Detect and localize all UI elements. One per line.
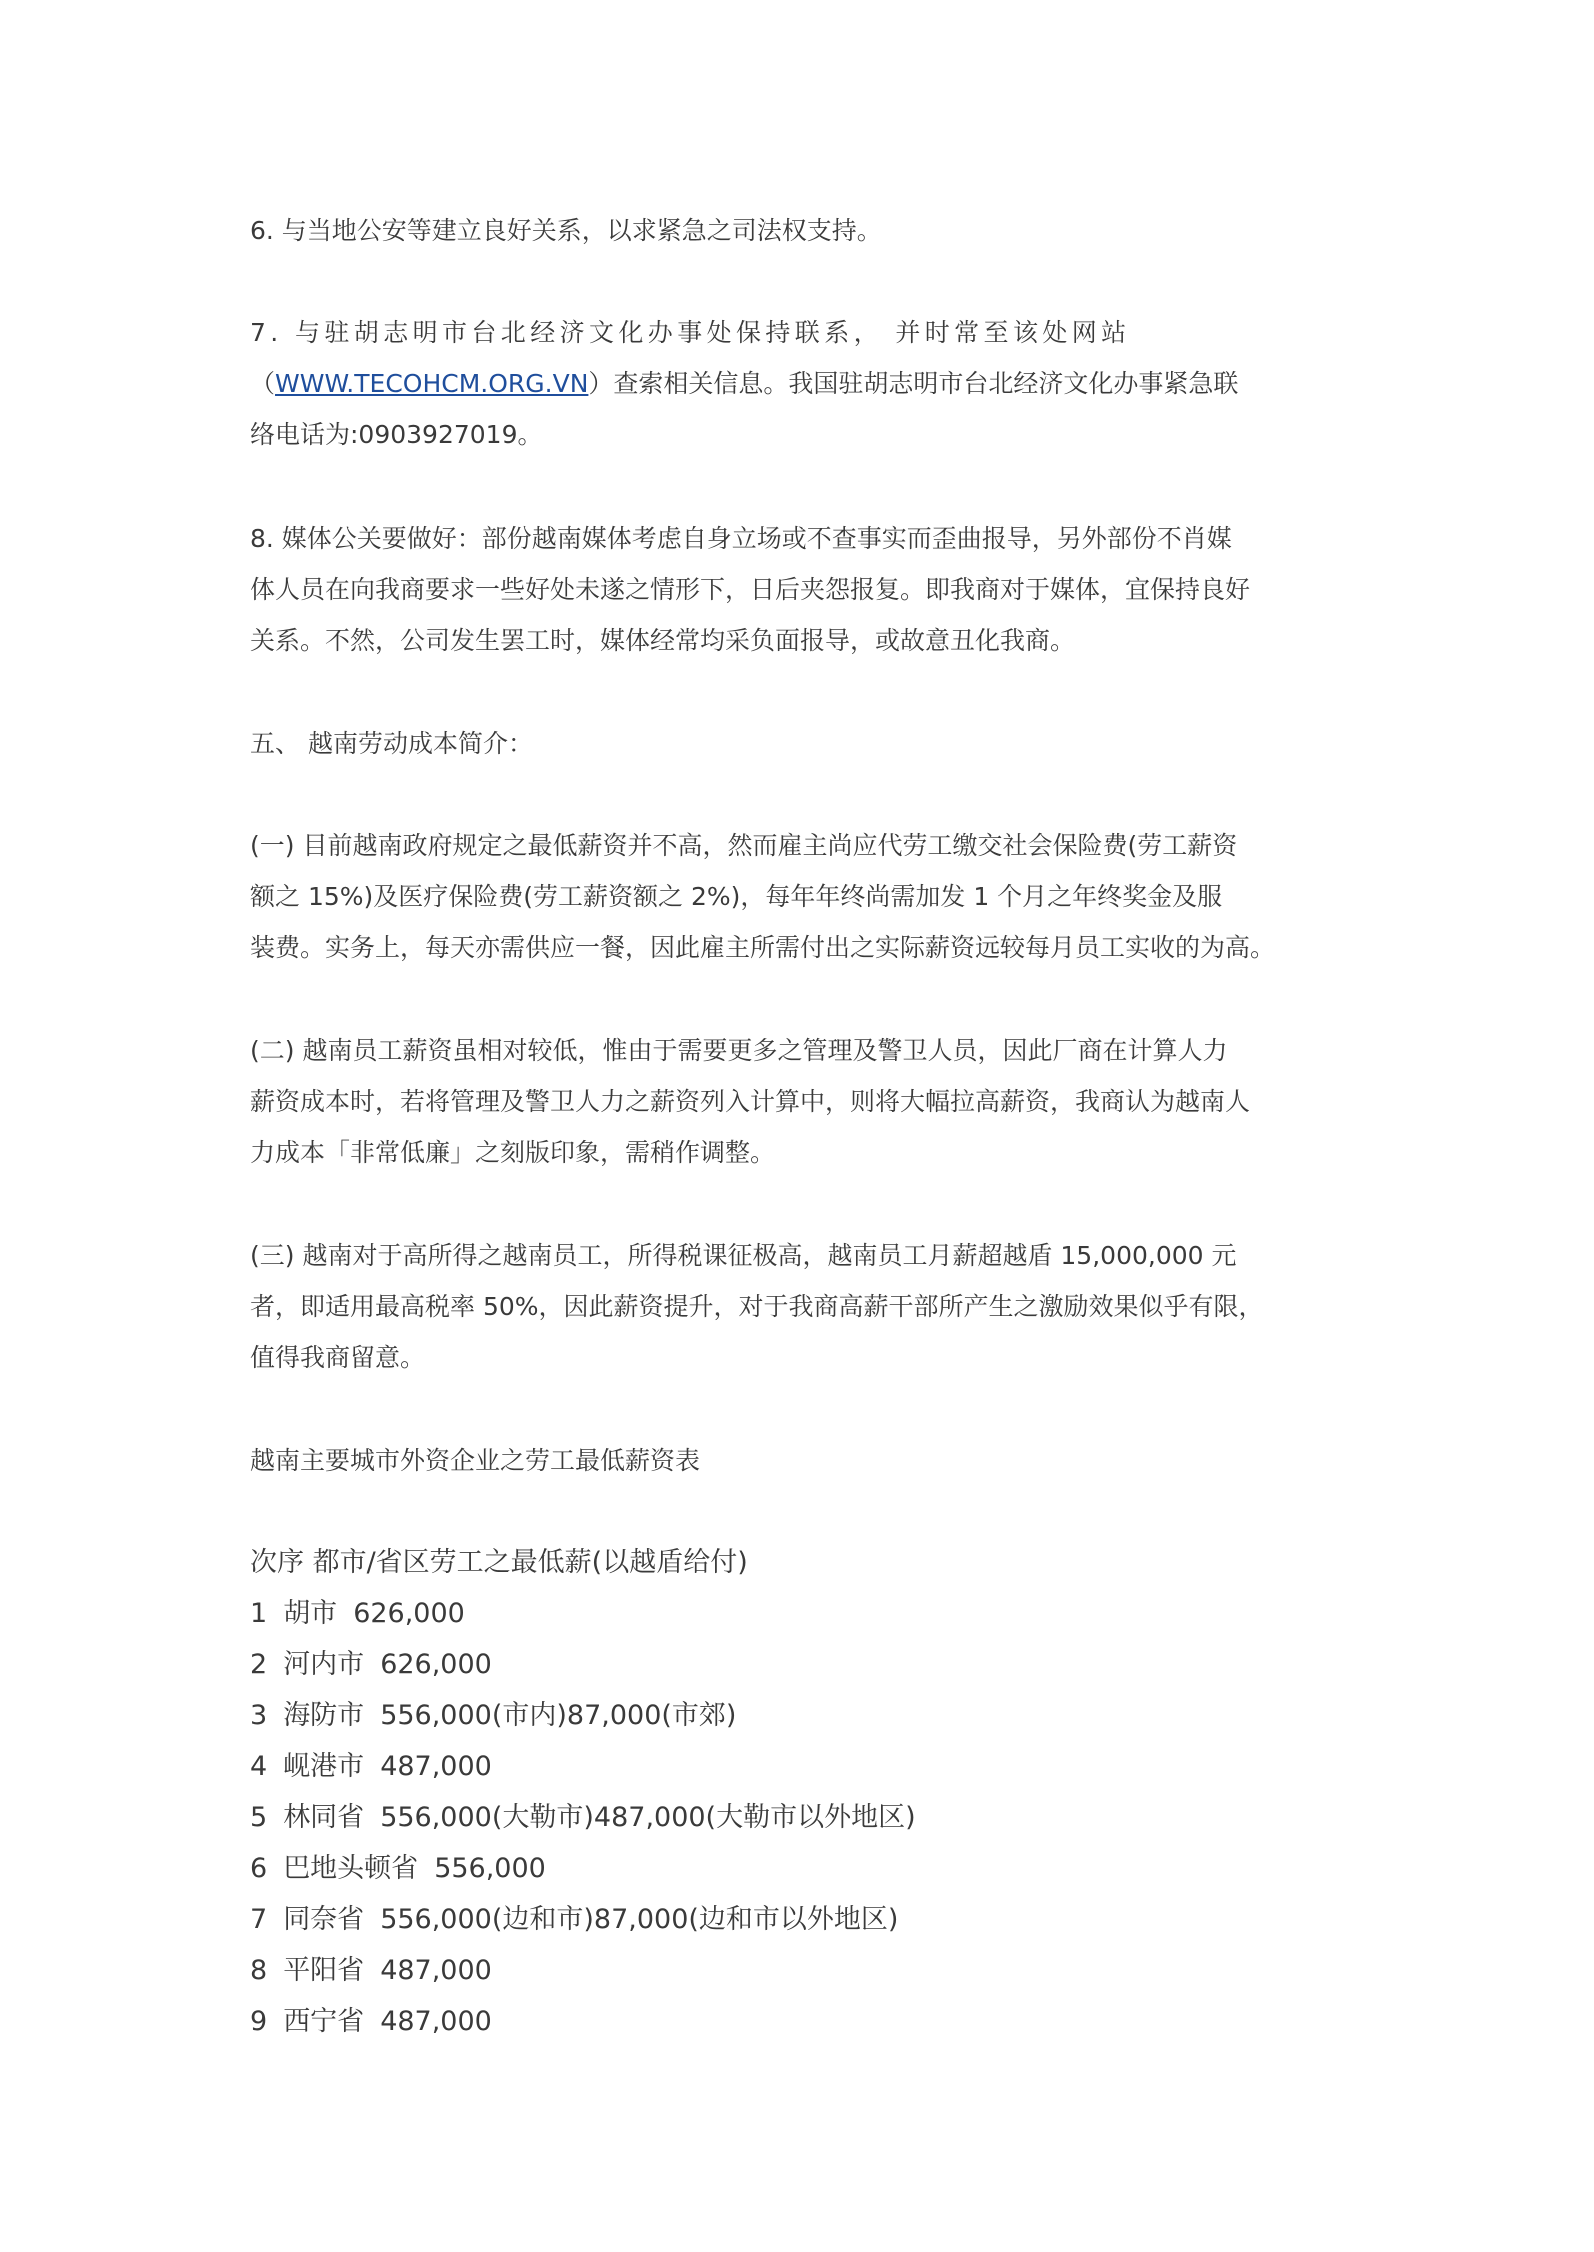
row-city: 巴地头顿省 bbox=[283, 1853, 419, 1884]
paragraph-line: 8. 媒体公关要做好：部份越南媒体考虑自身立场或不查事实而歪曲报导，另外部份不肖媒 bbox=[250, 524, 1232, 553]
paragraph-line: 6. 与当地公安等建立良好关系，以求紧急之司法权支持。 bbox=[250, 216, 882, 245]
paragraph-line: (二) 越南员工薪资虽相对较低，惟由于需要更多之管理及警卫人员，因此厂商在计算人力 bbox=[250, 1036, 1228, 1065]
paragraph-c bbox=[250, 1230, 1348, 1383]
paragraph-6 bbox=[250, 205, 1348, 256]
row-city: 同奈省 bbox=[283, 1904, 365, 1935]
row-city: 河内市 bbox=[283, 1649, 365, 1680]
row-city: 岘港市 bbox=[283, 1751, 365, 1782]
row-number: 2 bbox=[250, 1649, 268, 1680]
paragraph-text: ）查索相关信息。我国驻胡志明市台北经济文化办事紧急联 bbox=[588, 369, 1239, 398]
paragraph-line: 络电话为:0903927019。 bbox=[250, 420, 543, 449]
paragraph-line: 7. 与驻胡志明市台北经济文化办事处保持联系， 并时常至该处网站 bbox=[250, 318, 1131, 347]
paragraph-b bbox=[250, 1025, 1348, 1178]
section-title: 五、 越南劳动成本简介： bbox=[250, 729, 533, 758]
table-row bbox=[250, 1945, 508, 1996]
website-link[interactable]: WWW.TECOHCM.ORG.VN bbox=[275, 369, 589, 398]
paragraph-line: 体人员在向我商要求一些好处未遂之情形下，日后夹怨报复。即我商对于媒体，宜保持良好 bbox=[250, 575, 1251, 604]
paragraph-line: 薪资成本时，若将管理及警卫人力之薪资列入计算中，则将大幅拉高薪资，我商认为越南人 bbox=[250, 1087, 1251, 1116]
row-wage: 487,000 bbox=[380, 1751, 492, 1782]
row-wage: 487,000 bbox=[380, 2006, 492, 2037]
paragraph-line: 额之 15%)及医疗保险费(劳工薪资额之 2%)，每年年终尚需加发 1 个月之年终奖金及服 bbox=[250, 882, 1223, 911]
paragraph-line: 装费。实务上，每天亦需供应一餐，因此雇主所需付出之实际薪资远较每月员工实收的为高。 bbox=[250, 933, 1276, 962]
row-city: 西宁省 bbox=[283, 2006, 365, 2037]
row-city: 林同省 bbox=[283, 1802, 365, 1833]
paragraph-line: 值得我商留意。 bbox=[250, 1343, 426, 1372]
row-number: 3 bbox=[250, 1700, 268, 1731]
row-city: 平阳省 bbox=[283, 1955, 365, 1986]
row-wage: 556,000(市内)87,000(市郊) bbox=[380, 1700, 737, 1731]
section-heading bbox=[250, 718, 1348, 769]
table-row bbox=[250, 1741, 508, 1792]
paragraph-line: 关系。不然，公司发生罢工时，媒体经常均采负面报导，或故意丑化我商。 bbox=[250, 626, 1076, 655]
paragraph-line: (三) 越南对于高所得之越南员工，所得税课征极高，越南员工月薪超越盾 15,000,000 元 bbox=[250, 1241, 1237, 1270]
table-row bbox=[250, 1996, 508, 2047]
row-city: 海防市 bbox=[283, 1700, 365, 1731]
table-title-text: 越南主要城市外资企业之劳工最低薪资表 bbox=[250, 1446, 701, 1475]
row-number: 7 bbox=[250, 1904, 268, 1935]
paragraph-line: 力成本「非常低廉」之刻版印象，需稍作调整。 bbox=[250, 1138, 776, 1167]
paragraph-8 bbox=[250, 513, 1348, 666]
row-number: 5 bbox=[250, 1802, 268, 1833]
paragraph-line bbox=[250, 358, 1348, 409]
table-row bbox=[250, 1894, 914, 1945]
table-row bbox=[250, 1690, 752, 1741]
row-wage: 626,000 bbox=[353, 1598, 465, 1629]
table-row bbox=[250, 1843, 562, 1894]
row-wage: 626,000 bbox=[380, 1649, 492, 1680]
paragraph-line: (一) 目前越南政府规定之最低薪资并不高，然而雇主尚应代劳工缴交社会保险费(劳工薪资 bbox=[250, 831, 1238, 860]
paragraph-7 bbox=[250, 307, 1348, 460]
row-number: 6 bbox=[250, 1853, 268, 1884]
paragraph-a bbox=[250, 820, 1348, 973]
row-wage: 556,000 bbox=[434, 1853, 546, 1884]
table-row bbox=[250, 1639, 508, 1690]
table-title bbox=[250, 1435, 1348, 1486]
row-city: 胡市 bbox=[283, 1598, 338, 1629]
row-wage: 487,000 bbox=[380, 1955, 492, 1986]
table-row bbox=[250, 1792, 932, 1843]
row-number: 1 bbox=[250, 1598, 268, 1629]
row-wage: 556,000(大勒市)487,000(大勒市以外地区) bbox=[380, 1802, 916, 1833]
paragraph-line: 者，即适用最高税率 50%，因此薪资提升，对于我商高薪干部所产生之激励效果似乎有限， bbox=[250, 1292, 1264, 1321]
table-row bbox=[250, 1588, 481, 1639]
row-number: 4 bbox=[250, 1751, 268, 1782]
table-header: 次序 都市/省区劳工之最低薪(以越盾给付) bbox=[250, 1547, 748, 1578]
row-number: 9 bbox=[250, 2006, 268, 2037]
paren-text: （ bbox=[250, 369, 276, 398]
row-wage: 556,000(边和市)87,000(边和市以外地区) bbox=[380, 1904, 899, 1935]
row-number: 8 bbox=[250, 1955, 268, 1986]
